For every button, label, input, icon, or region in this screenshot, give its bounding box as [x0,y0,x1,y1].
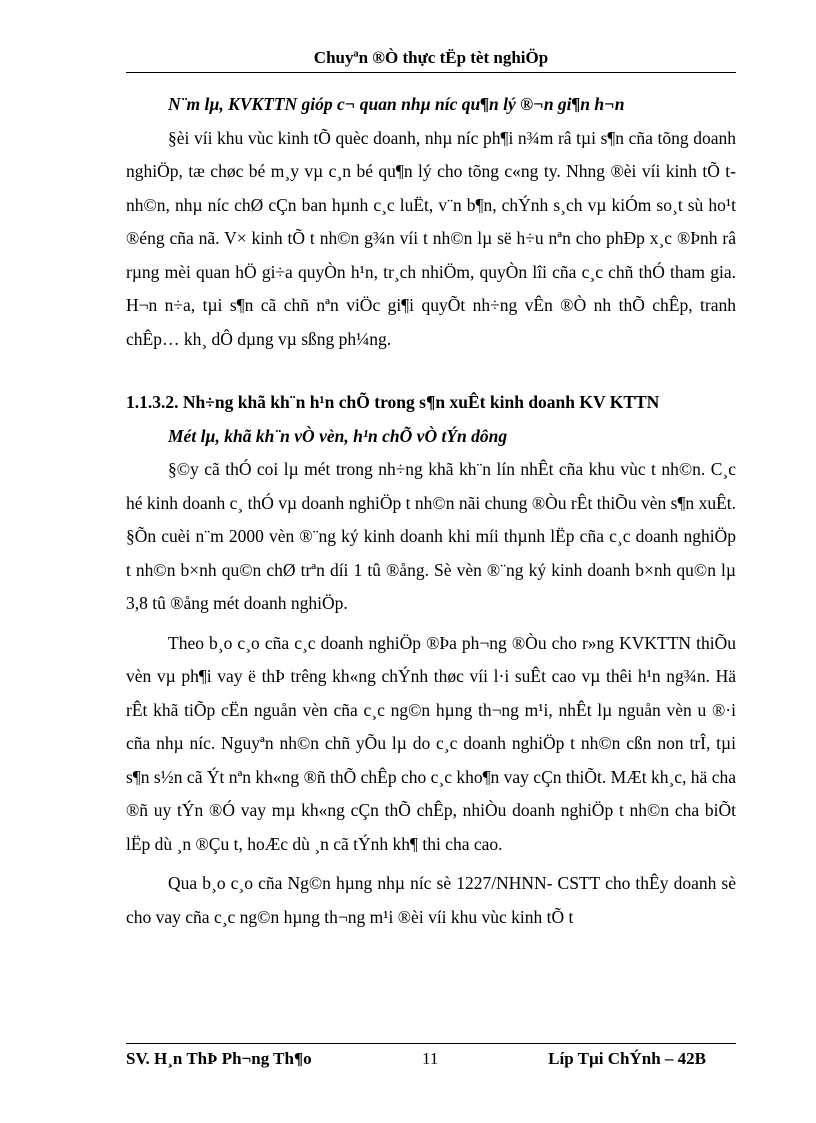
paragraph: Qua b¸o c¸o cña Ng©n hµng nhµ níc sè 1227/NHNN- CSTT cho thÊy doanh sè cho vay cña c¸c ng©n hµng th¬ng m¹i ®èi víi khu vùc kinh tÕ t [126,873,736,927]
section-title: 1.1.3.2. Nh÷ng khã kh¨n h¹n chÕ trong s¶n xuÊt kinh doanh KV KTTN [126,392,660,412]
paragraph: §èi víi khu vùc kinh tÕ quèc doanh, nhµ níc ph¶i n¾m râ tµi s¶n cña tõng doanh nghiÖp, tæ chøc bé m¸y vµ c¸n bé qu¶n lý cho tõng c«ng ty. Nhng ®èi víi kinh tÕ t nh©n, nhµ níc chØ cÇn ban hµnh c¸c luËt, v¨n b¶n, chÝnh s¸ch vµ kiÓm so¸t sù ho¹t ®éng cña nã. V× kinh tÕ t nh©n g¾n víi t nh©n lµ së h÷u nªn cho phÐp x¸c ®Þnh râ rµng mèi quan hÖ gi÷a quyÒn h¹n, tr¸ch nhiÖm, quyÒn lîi cña c¸c chñ thÓ tham gia. H¬n n÷a, tµi s¶n cã chñ nªn viÖc gi¶i quyÕt nh÷ng vÊn ®Ò nh thÕ chÊp, tranh chÊp… kh¸ dÔ dµng vµ sßng ph¼ng. [126,127,736,349]
paragraph: §©y cã thÓ coi lµ mét trong nh÷ng khã kh¨n lín nhÊt cña khu vùc t nh©n. C¸c hé kinh doanh c¸ thÓ vµ doanh nghiÖp t nh©n nãi chung ®Òu rÊt thiÕu vèn s¶n xuÊt. §Õn cuèi n¨m 2000 vèn ®¨ng ký kinh doanh khi míi thµnh lËp cña c¸c doanh nghiÖp t nh©n b×nh qu©n chØ trªn díi 1 tû ®ång. Sè vèn ®¨ng ký kinh doanh b×nh qu©n lµ 3,8 tû ®ång mét doanh nghiÖp. [126,459,736,613]
subheading-point-five: N¨m lµ, KVKTTN gióp c¬ quan nhµ níc qu¶n lý ®¬n gi¶n h¬n [168,94,625,114]
paragraph: Theo b¸o c¸o cña c¸c doanh nghiÖp ®Þa ph¬ng ®Òu cho r»ng KVKTTN thiÕu vèn vµ ph¶i vay ë thÞ trêng kh«ng chÝnh thøc víi l·i suÊt cao vµ thêi h¹n ng¾n. Hä rÊt khã tiÕp cËn nguån vèn cña c¸c ng©n hµng th¬ng m¹i, nhÊt lµ nguån vèn u ®·i cña nhµ níc. Nguyªn nh©n chñ yÕu lµ do c¸c doanh nghiÖp t nh©n cßn non trÎ, tµi s¶n s½n cã Ýt nªn kh«ng ®ñ thÕ chÊp cho c¸c kho¶n vay cÇn thiÕt. MÆt kh¸c, hä cha ®ñ uy tÝn ®Ó vay mµ kh«ng cÇn thÕ chÊp, nhiÒu doanh nghiÖp t nh©n cha biÕt lËp dù ¸n ®Çu t, hoÆc dù ¸n cã tÝnh kh¶ thi cha cao. [126,632,736,854]
footer-author: SV. H¸n ThÞ Ph¬ng Th¶o [126,1049,312,1068]
footer-class: Líp Tµi ChÝnh – 42B [548,1049,706,1068]
page-number: 11 [422,1049,439,1068]
document-body [126,88,736,934]
page-footer [126,1043,736,1073]
subheading-point-one: Mét lµ, khã kh¨n vÒ vèn, h¹n chÕ vÒ tÝn dông [168,425,508,446]
page-header: Chuyªn ®Ò thực tËp tèt nghiÖp [126,48,736,73]
